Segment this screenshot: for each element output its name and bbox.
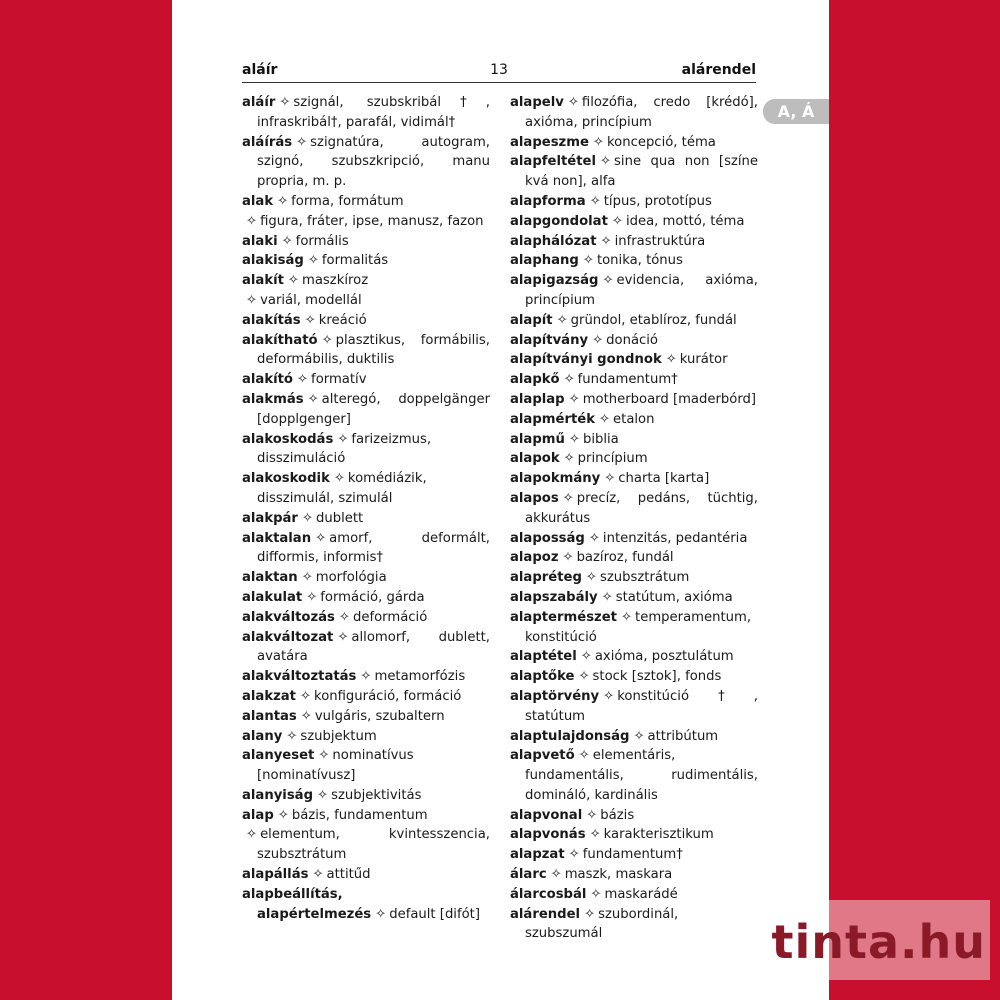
dictionary-entry	[242, 608, 490, 628]
headword: alakítható	[242, 332, 318, 348]
dictionary-entry	[510, 133, 758, 153]
sense-marker-icon: ✧	[562, 550, 574, 566]
sense-marker-icon: ✧	[375, 906, 387, 922]
definition: szubjektum	[300, 728, 377, 744]
sense-marker-icon: ✧	[568, 847, 580, 863]
sense-marker-icon: ✧	[246, 827, 258, 843]
definition: amorf, deformált, difformis, informis†	[257, 530, 490, 566]
sense-marker-icon: ✧	[603, 688, 615, 704]
definition: idea, mottó, téma	[625, 213, 745, 229]
dictionary-entry	[242, 806, 490, 826]
definition: attribútum	[647, 728, 719, 744]
definition: tonika, tónus	[596, 253, 683, 269]
headword: alakpár	[242, 510, 298, 526]
dictionary-entry	[510, 311, 758, 331]
dictionary-entry	[242, 667, 490, 687]
dictionary-entry	[510, 667, 758, 687]
definition: formális	[295, 233, 349, 249]
sense-marker-icon: ✧	[588, 530, 600, 546]
definition: konstitúció†, statútum	[525, 688, 758, 724]
dictionary-entry	[242, 865, 490, 885]
dictionary-entry	[510, 489, 758, 529]
headword: alakváltozat	[242, 629, 334, 645]
definition: forma, formátum	[291, 193, 404, 209]
dictionary-entry	[242, 885, 490, 925]
headword: alapállás	[242, 867, 309, 883]
definition: metamorfózis	[374, 669, 466, 685]
definition: szubjektivitás	[331, 787, 422, 803]
dictionary-entry	[242, 331, 490, 371]
headword: alaki	[242, 233, 278, 249]
headword: alapforma	[510, 193, 586, 209]
dictionary-entry	[510, 370, 758, 390]
dictionary-entry	[510, 647, 758, 667]
dictionary-entry	[242, 133, 490, 192]
dictionary-entry	[510, 430, 758, 450]
headword: alapfeltétel	[510, 154, 596, 170]
sense-marker-icon: ✧	[246, 292, 258, 308]
headword: alaposság	[510, 530, 585, 546]
definition: bázis, fundamentum	[291, 807, 428, 823]
dictionary-entry	[242, 786, 490, 806]
sense-marker-icon: ✧	[620, 609, 633, 625]
sense-marker-icon: ✧	[338, 609, 350, 625]
definition: precíz, pedáns, tüchtig, akkurátus	[525, 490, 758, 526]
sense-marker-icon: ✧	[286, 728, 298, 744]
definition: deformáció	[352, 609, 428, 625]
definition: konfiguráció, formáció	[314, 688, 462, 704]
headword: alapgondolat	[510, 213, 608, 229]
definition: statútum, axióma	[615, 589, 733, 605]
definition: bazíroz, fundál	[576, 550, 674, 566]
headword: alapigazság	[510, 273, 599, 289]
dictionary-entry	[242, 707, 490, 727]
headword: alapzat	[510, 847, 565, 863]
page-number: 13	[490, 62, 508, 78]
definition: alteregó, doppelgänger [dopplgenger]	[257, 391, 490, 427]
definition: figura, fráter, ipse, manusz, fazon	[260, 213, 484, 229]
definition: gründol, etablíroz, fundál	[570, 312, 737, 328]
definition: biblia	[582, 431, 619, 447]
definition: bázis	[600, 807, 635, 823]
entries-column-left	[242, 93, 490, 924]
definition: infrastruktúra	[614, 233, 706, 249]
dictionary-entry	[510, 806, 758, 826]
dictionary-entry	[510, 608, 758, 648]
definition: stock [sztok], fonds	[592, 669, 722, 685]
definition: formáció, gárda	[320, 589, 425, 605]
headword: alakít	[242, 273, 284, 289]
headword: alakoskodik	[242, 471, 330, 487]
headword: alantas	[242, 708, 297, 724]
sense-marker-icon: ✧	[307, 391, 319, 407]
entries-column-right	[510, 93, 758, 944]
dictionary-entry	[242, 529, 490, 569]
headword: alapvonás	[510, 827, 586, 843]
dictionary-entry	[242, 291, 490, 311]
sense-marker-icon: ✧	[598, 411, 611, 427]
sense-marker-icon: ✧	[601, 589, 613, 605]
dictionary-entry	[510, 825, 758, 845]
headword: aláírás	[242, 134, 293, 150]
definition: karakterisztikum	[603, 827, 714, 843]
definition: attitűd	[326, 867, 371, 883]
headword: alaktan	[242, 570, 298, 586]
sense-marker-icon: ✧	[317, 787, 329, 803]
sense-marker-icon: ✧	[333, 471, 345, 487]
sense-marker-icon: ✧	[592, 332, 604, 348]
sense-marker-icon: ✧	[315, 530, 327, 546]
sense-marker-icon: ✧	[277, 193, 289, 209]
sense-marker-icon: ✧	[599, 154, 612, 170]
dictionary-entry	[242, 370, 490, 390]
dictionary-entry	[510, 885, 758, 905]
headword: alap	[242, 807, 274, 823]
dictionary-entry	[242, 271, 490, 291]
sense-marker-icon: ✧	[246, 213, 258, 229]
dictionary-entry	[242, 509, 490, 529]
headword: alakoskodás	[242, 431, 334, 447]
sense-marker-icon: ✧	[665, 352, 677, 368]
definition: nominatívus [nominatívusz]	[257, 748, 414, 784]
section-tab: A, Á	[763, 99, 829, 124]
dictionary-entry	[510, 529, 758, 549]
dictionary-entry	[242, 469, 490, 509]
definition: motherboard [maderbórd]	[582, 391, 757, 407]
headword: alaktalan	[242, 530, 312, 546]
headword: alapos	[510, 490, 559, 506]
header-first-word: aláír	[242, 62, 278, 78]
definition: allomorf, dublett, avatára	[257, 629, 490, 665]
definition: donáció	[606, 332, 659, 348]
headword: alakzat	[242, 688, 296, 704]
dictionary-entry	[510, 192, 758, 212]
headword: alapmű	[510, 431, 565, 447]
definition: elementáris, fundamentális, rudimentális, domináló, kardinális	[525, 748, 758, 803]
page-header	[242, 60, 756, 83]
headword: alaptermészet	[510, 609, 617, 625]
headword: alaptörvény	[510, 688, 600, 704]
definition: szignál, szubskribál†, infraskribál†, parafál, vidimál†	[257, 95, 490, 130]
sense-marker-icon: ✧	[567, 95, 579, 110]
sense-marker-icon: ✧	[299, 688, 312, 704]
definition: kurátor	[679, 352, 728, 368]
headword: álarc	[510, 867, 547, 883]
definition: temperamentum, konstitúció	[525, 609, 752, 645]
dictionary-page	[172, 0, 829, 1000]
headword: alaplap	[510, 391, 565, 407]
sense-marker-icon: ✧	[318, 748, 330, 764]
headword: alapokmány	[510, 471, 601, 487]
sense-marker-icon: ✧	[304, 312, 316, 328]
headword: alapszabály	[510, 589, 598, 605]
sense-marker-icon: ✧	[563, 451, 575, 467]
definition: koncepció, téma	[606, 134, 716, 150]
headword: alakulat	[242, 589, 303, 605]
dictionary-entry	[510, 331, 758, 351]
headword: alapítvány	[510, 332, 589, 348]
sense-marker-icon: ✧	[582, 253, 594, 269]
dictionary-entry	[510, 449, 758, 469]
dictionary-entry	[242, 687, 490, 707]
dictionary-entry	[510, 271, 758, 311]
sense-marker-icon: ✧	[550, 867, 562, 883]
sense-marker-icon: ✧	[306, 589, 318, 605]
definition: maszkíroz	[301, 273, 369, 289]
sense-marker-icon: ✧	[301, 570, 313, 586]
header-last-word: alárendel	[681, 62, 756, 78]
dictionary-entry	[242, 390, 490, 430]
sense-marker-icon: ✧	[611, 213, 623, 229]
headword: alapít	[510, 312, 553, 328]
sense-marker-icon: ✧	[300, 708, 312, 724]
sense-marker-icon: ✧	[589, 827, 601, 843]
dictionary-entry	[242, 825, 490, 865]
headword: alaphálózat	[510, 233, 597, 249]
definition: formalitás	[321, 253, 389, 269]
headword: alanyiság	[242, 787, 314, 803]
headword: alapmérték	[510, 411, 595, 427]
headword: alapbeállítás, alapértelmezés	[242, 886, 372, 922]
definition: charta [karta]	[618, 471, 710, 487]
definition: elementum, kvintesszencia, szubsztrátum	[257, 827, 490, 863]
sense-marker-icon: ✧	[287, 273, 299, 289]
dictionary-entry	[510, 390, 758, 410]
definition: kreáció	[318, 312, 367, 328]
sense-marker-icon: ✧	[307, 253, 319, 269]
definition: szubsztrátum	[599, 570, 690, 586]
headword: alapkő	[510, 372, 560, 388]
sense-marker-icon: ✧	[584, 906, 596, 922]
definition: vulgáris, szubaltern	[314, 708, 445, 724]
dictionary-entry	[242, 212, 490, 232]
definition: variál, modellál	[260, 292, 362, 308]
sense-marker-icon: ✧	[296, 134, 308, 150]
headword: alaptétel	[510, 649, 577, 665]
dictionary-entry	[242, 727, 490, 747]
sense-marker-icon: ✧	[578, 748, 590, 764]
definition: axióma, posztulátum	[594, 649, 734, 665]
headword: alakiság	[242, 253, 304, 269]
sense-marker-icon: ✧	[590, 886, 602, 902]
sense-marker-icon: ✧	[301, 510, 313, 526]
dictionary-entry	[510, 232, 758, 252]
dictionary-entry	[510, 568, 758, 588]
sense-marker-icon: ✧	[360, 669, 372, 685]
sense-marker-icon: ✧	[633, 728, 645, 744]
headword: alakváltozás	[242, 609, 335, 625]
headword: alakmás	[242, 391, 304, 407]
sense-marker-icon: ✧	[568, 431, 580, 447]
dictionary-entry	[510, 548, 758, 568]
sense-marker-icon: ✧	[337, 629, 349, 645]
sense-marker-icon: ✧	[556, 312, 568, 328]
dictionary-entry	[510, 746, 758, 805]
definition: filozófia, credo [krédó], axióma, princípium	[525, 95, 758, 130]
sense-marker-icon: ✧	[602, 273, 614, 289]
dictionary-entry	[510, 905, 758, 945]
dictionary-entry	[510, 152, 758, 192]
dictionary-entry	[242, 746, 490, 786]
dictionary-entry	[510, 469, 758, 489]
dictionary-entry	[242, 628, 490, 668]
dictionary-entry	[510, 727, 758, 747]
headword: álarcosbál	[510, 886, 587, 902]
definition: default [difót]	[389, 906, 481, 922]
dictionary-entry	[242, 568, 490, 588]
definition: formatív	[311, 372, 367, 388]
headword: alapeszme	[510, 134, 589, 150]
dictionary-entry	[510, 350, 758, 370]
dictionary-entry	[242, 93, 490, 133]
headword: alaphang	[510, 253, 579, 269]
definition: szignatúra, autogram, szignó, szubszkripció, manu propria, m. p.	[257, 134, 490, 190]
definition: plasztikus, formábilis, deformábilis, duktilis	[257, 332, 490, 368]
definition: dublett	[316, 510, 364, 526]
definition: maszk, maskara	[564, 867, 673, 883]
sense-marker-icon: ✧	[585, 570, 597, 586]
sense-marker-icon: ✧	[600, 233, 612, 249]
sense-marker-icon: ✧	[312, 867, 324, 883]
sense-marker-icon: ✧	[337, 431, 349, 447]
sense-marker-icon: ✧	[580, 649, 592, 665]
sense-marker-icon: ✧	[279, 95, 291, 110]
headword: alakítás	[242, 312, 301, 328]
sense-marker-icon: ✧	[321, 332, 333, 348]
sense-marker-icon: ✧	[578, 669, 590, 685]
dictionary-entry	[510, 845, 758, 865]
sense-marker-icon: ✧	[568, 391, 580, 407]
headword: alapoz	[510, 550, 559, 566]
sense-marker-icon: ✧	[604, 471, 616, 487]
sense-marker-icon: ✧	[296, 372, 309, 388]
headword: alapok	[510, 451, 560, 467]
headword: alapítványi gondnok	[510, 352, 662, 368]
dictionary-entry	[510, 687, 758, 727]
sense-marker-icon: ✧	[281, 233, 293, 249]
dictionary-entry	[242, 192, 490, 212]
sense-marker-icon: ✧	[589, 193, 601, 209]
watermark-logo: tinta.hu	[771, 915, 986, 969]
headword: alaptőke	[510, 669, 575, 685]
headword: alak	[242, 193, 274, 209]
headword: alakító	[242, 372, 293, 388]
definition: evidencia, axióma, princípium	[525, 273, 758, 308]
headword: alany	[242, 728, 283, 744]
definition: morfológia	[315, 570, 387, 586]
dictionary-entry	[510, 93, 758, 133]
dictionary-entry	[242, 311, 490, 331]
sense-marker-icon: ✧	[586, 807, 598, 823]
headword: alapvonal	[510, 807, 583, 823]
definition: etalon	[613, 411, 655, 427]
definition: szubordinál, szubszumál	[525, 906, 679, 942]
definition: típus, prototípus	[603, 193, 712, 209]
sense-marker-icon: ✧	[592, 134, 604, 150]
definition: fundamentum†	[582, 847, 683, 863]
definition: komédiázik, disszimulál, szimulál	[257, 471, 427, 506]
sense-marker-icon: ✧	[277, 807, 289, 823]
dictionary-entry	[510, 410, 758, 430]
sense-marker-icon: ✧	[562, 490, 574, 506]
dictionary-entry	[510, 865, 758, 885]
headword: alapvető	[510, 748, 575, 764]
dictionary-entry	[242, 588, 490, 608]
headword: alaptulajdonság	[510, 728, 630, 744]
headword: alakváltoztatás	[242, 669, 357, 685]
headword: alapréteg	[510, 570, 582, 586]
dictionary-entry	[510, 588, 758, 608]
definition: fundamentum†	[577, 372, 678, 388]
dictionary-entry	[242, 251, 490, 271]
dictionary-entry	[242, 232, 490, 252]
sense-marker-icon: ✧	[563, 372, 575, 388]
headword: alanyeset	[242, 748, 315, 764]
headword: aláír	[242, 95, 276, 110]
definition: intenzitás, pedantéria	[602, 530, 748, 546]
headword: alárendel	[510, 906, 581, 922]
dictionary-entry	[242, 430, 490, 470]
dictionary-entry	[510, 212, 758, 232]
definition: sine qua non [színe kvá non], alfa	[525, 154, 758, 190]
headword: alapelv	[510, 95, 564, 110]
dictionary-entry	[510, 251, 758, 271]
definition: princípium	[577, 451, 648, 467]
definition: maskarádé	[604, 886, 678, 902]
definition: farizeizmus, disszimuláció	[257, 431, 432, 467]
